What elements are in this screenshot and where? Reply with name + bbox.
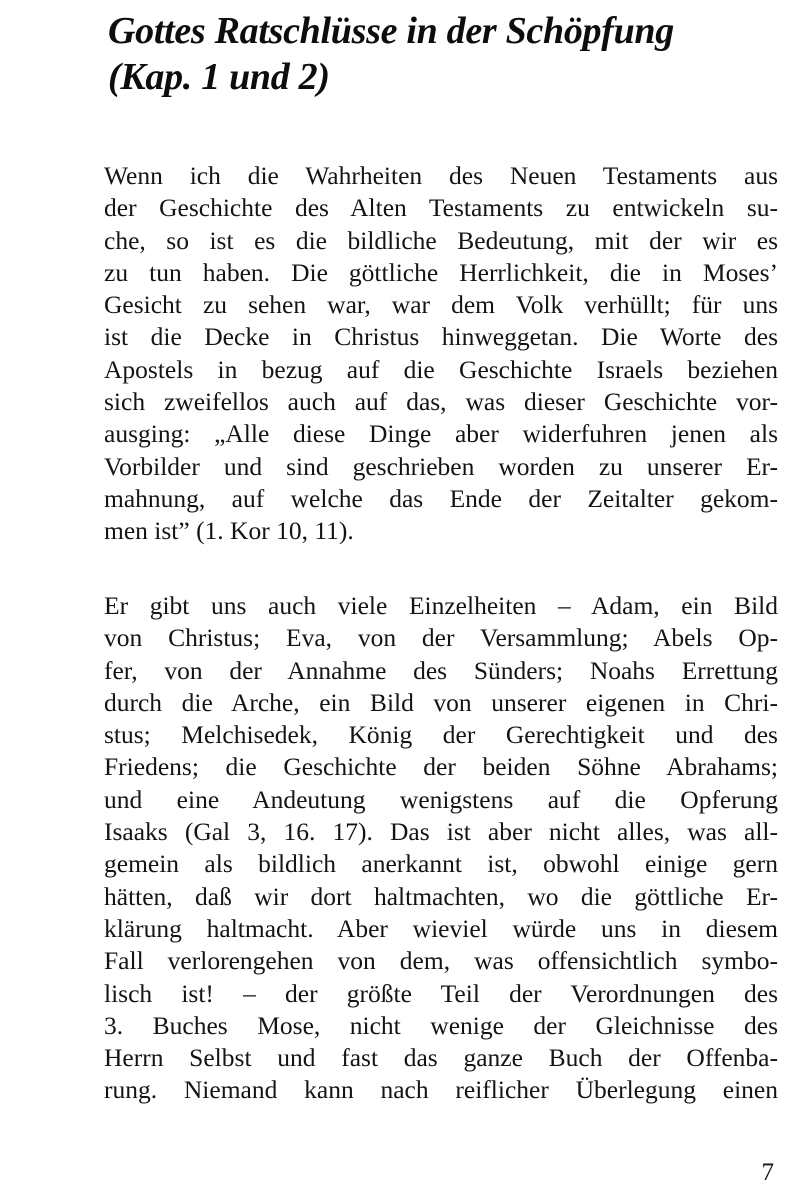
text-line: lisch ist! – der größte Teil der Verordnungen des [104,978,778,1008]
text-line: sich zweifellos auch auf das, was dieser Geschichte vor- [104,387,778,417]
text-line: hätten, daß wir dort haltmachten, wo die göttliche Er- [104,881,778,911]
text-line: Wenn ich die Wahrheiten des Neuen Testaments aus [104,161,778,190]
text-line: und eine Andeutung wenigstens auf die Opferung [104,784,778,814]
page-number: 7 [761,1159,774,1186]
chapter-title [108,8,788,100]
text-line: rung. Niemand kann nach reiflicher Überlegung einen [104,1075,778,1105]
text-line: Isaaks (Gal 3, 16. 17). Das ist aber nicht alles, was all- [104,817,778,847]
text-line: Er gibt uns auch viele Einzelheiten – Adam, ein Bild [104,591,778,620]
text-line: 3. Buches Mose, nicht wenige der Gleichnisse des [104,1010,778,1040]
text-line: fer, von der Annahme des Sünders; Noahs Errettung [104,655,778,685]
chapter-title-line-2: (Kap. 1 und 2) [108,56,330,98]
text-line: Gesicht zu sehen war, war dem Volk verhüllt; für uns [104,290,778,320]
paragraph-1 [104,160,778,548]
text-line: durch die Arche, ein Bild von unserer eigenen in Chri- [104,687,778,717]
paragraph-2 [104,590,778,1107]
text-line: Apostels in bezug auf die Geschichte Israels beziehen [104,354,778,384]
text-line: zu tun haben. Die göttliche Herrlichkeit, die in Moses’ [104,257,778,287]
text-line: gemein als bildlich anerkannt ist, obwohl einige gern [104,849,778,879]
text-line: Friedens; die Geschichte der beiden Söhne Abrahams; [104,752,778,782]
text-line: der Geschichte des Alten Testaments zu entwickeln su- [104,193,778,223]
text-line: mahnung, auf welche das Ende der Zeitalter gekom- [104,483,778,513]
text-line: men ist” (1. Kor 10, 11). [104,516,354,546]
text-line: ist die Decke in Christus hinweggetan. Die Worte des [104,322,778,352]
chapter-title-line-1: Gottes Ratschlüsse in der Schöpfung [108,10,674,52]
text-line: Fall verlorengehen von dem, was offensichtlich symbo- [104,946,778,976]
text-line: Vorbilder und sind geschrieben worden zu unserer Er- [104,451,778,481]
text-line: che, so ist es die bildliche Bedeutung, mit der wir es [104,225,778,255]
text-line: ausging: „Alle diese Dinge aber widerfuhren jenen als [104,419,778,449]
text-line: Herrn Selbst und fast das ganze Buch der Offenba- [104,1043,778,1073]
text-line: klärung haltmacht. Aber wieviel würde uns in diesem [104,913,778,943]
text-line: von Christus; Eva, von der Versammlung; Abels Op- [104,623,778,653]
text-line: stus; Melchisedek, König der Gerechtigkeit und des [104,720,778,750]
